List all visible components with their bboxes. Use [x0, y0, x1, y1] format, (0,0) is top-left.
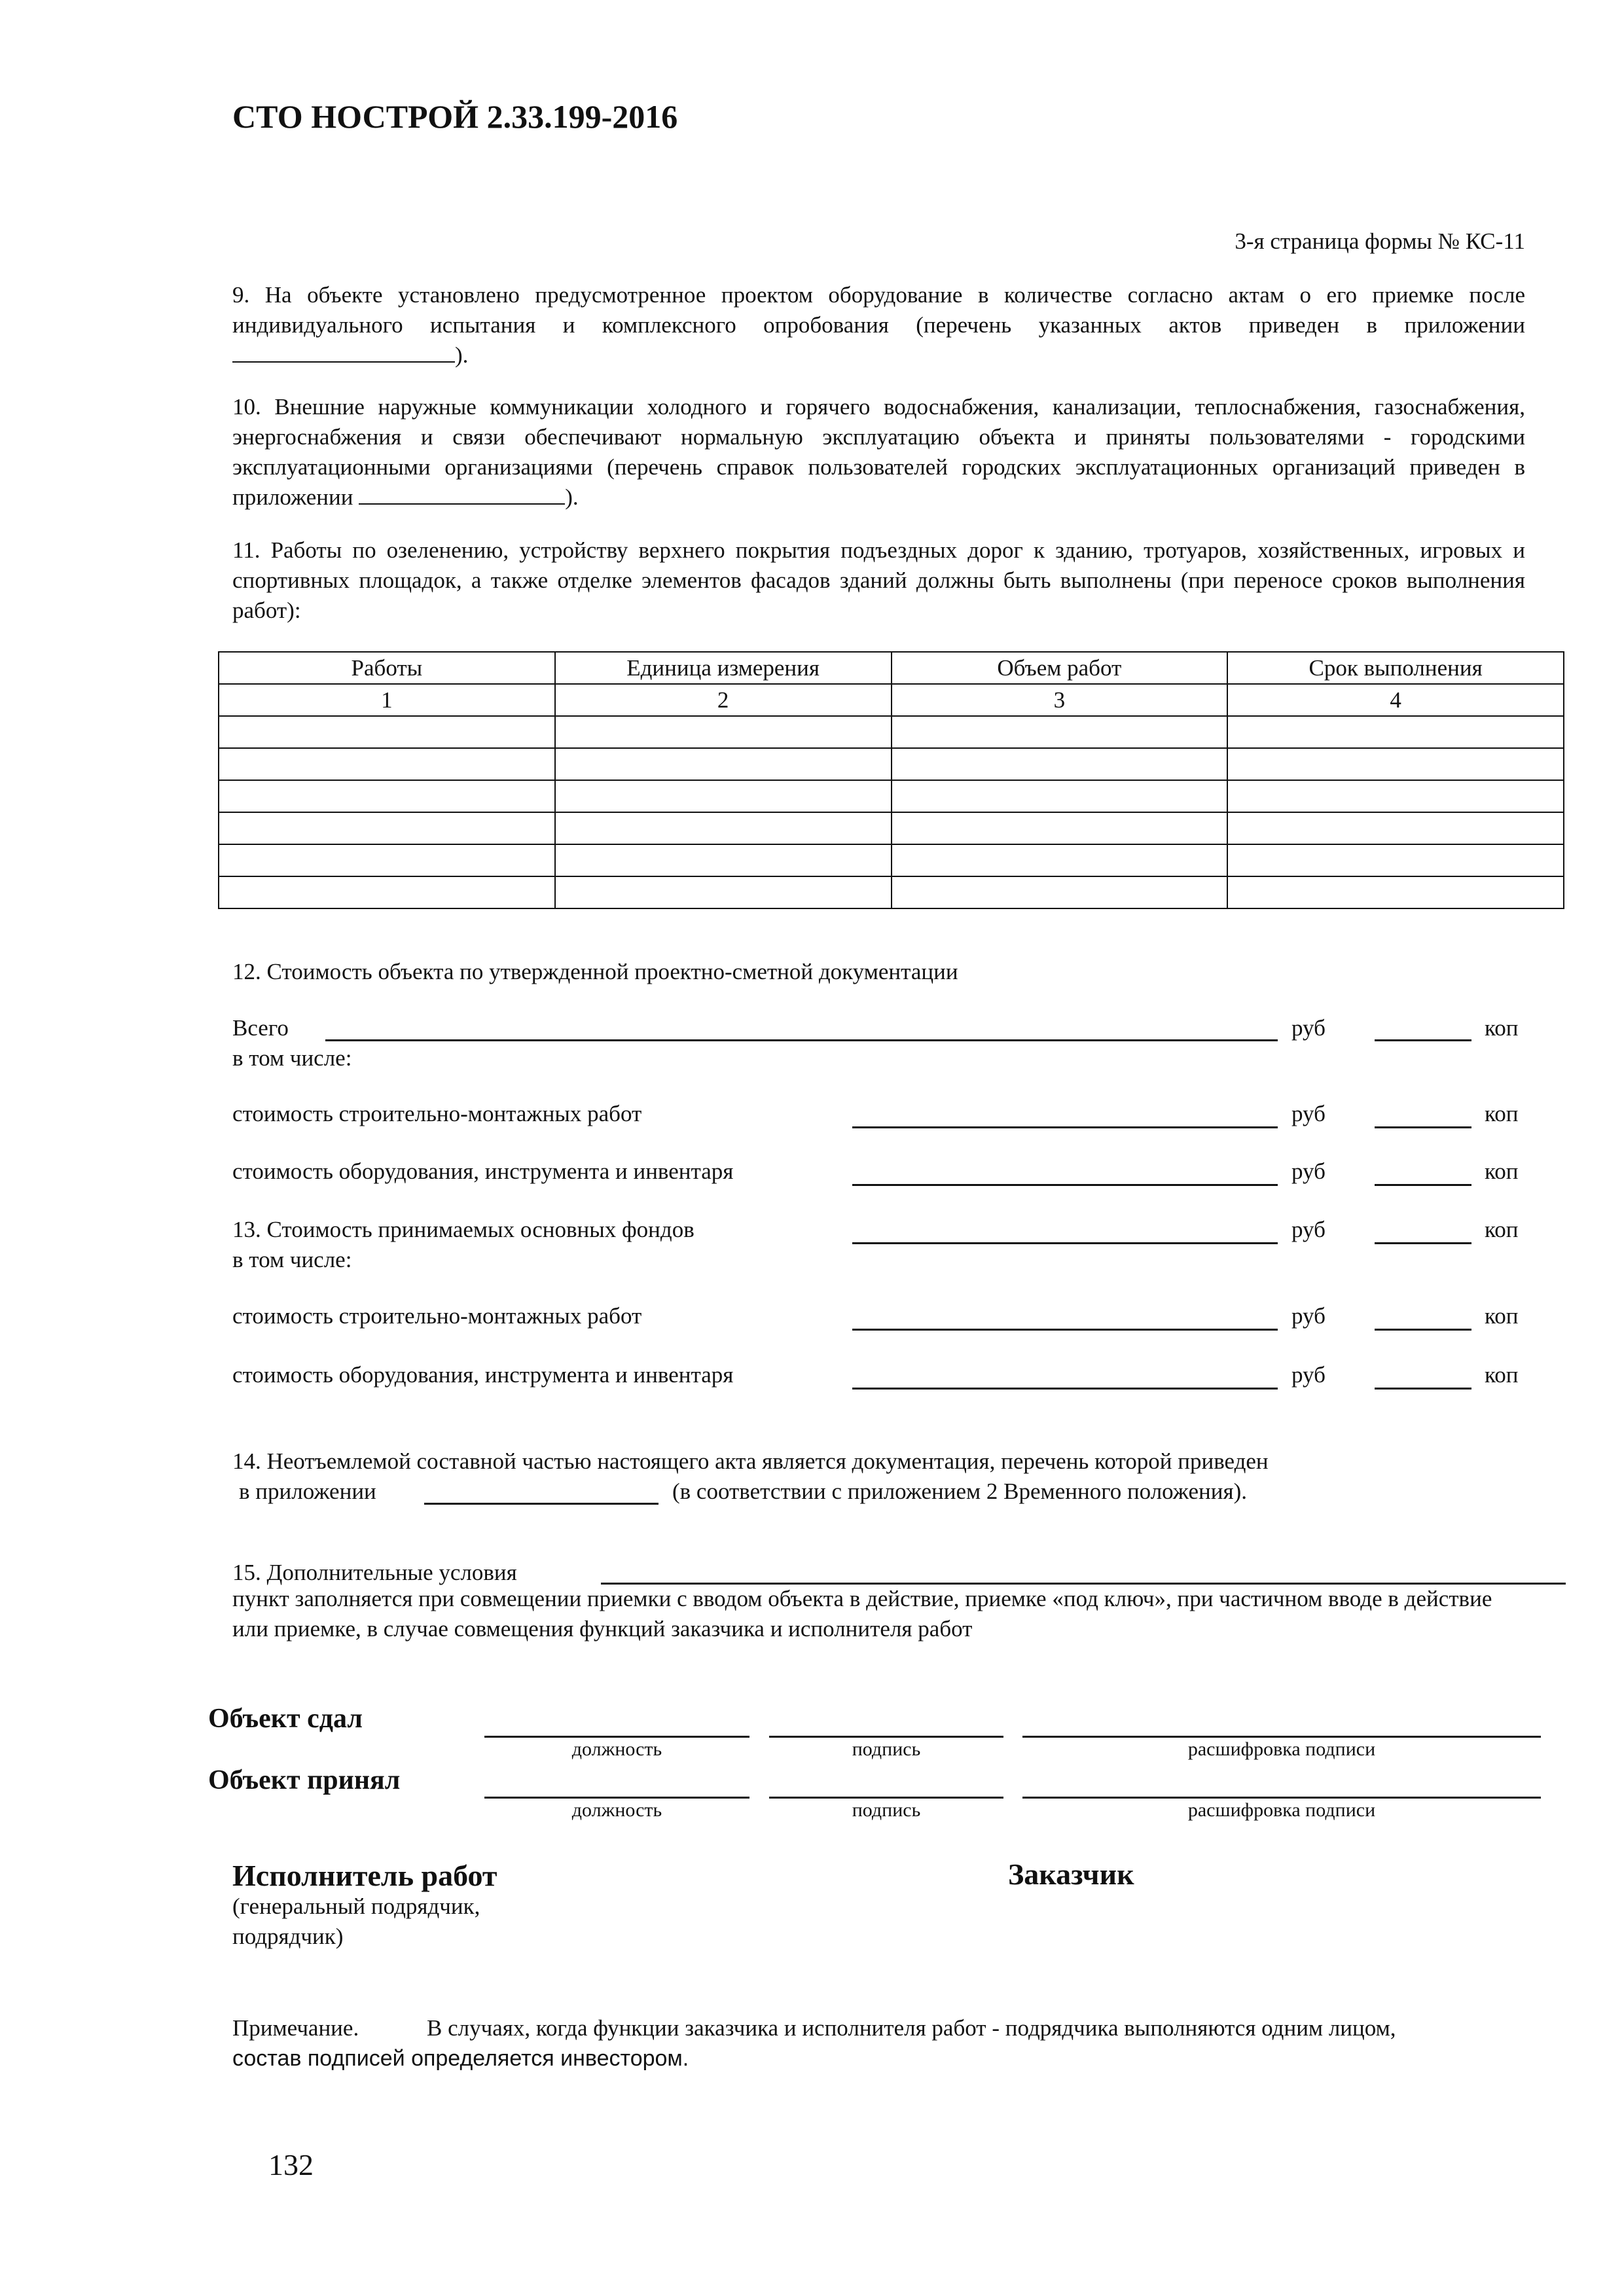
kop-field[interactable] [1375, 1039, 1471, 1041]
table-cell[interactable] [219, 812, 555, 844]
kop-label: коп [1485, 1101, 1519, 1126]
item-9-appendix-field[interactable] [232, 342, 455, 363]
table-cell[interactable] [219, 876, 555, 908]
note-label: Примечание. [232, 2015, 359, 2041]
including-label: в том числе: [232, 1045, 352, 1071]
kop-field[interactable] [1375, 1184, 1471, 1186]
kop-label: коп [1485, 1015, 1519, 1041]
handed-over-signature-field[interactable] [769, 1736, 1003, 1738]
table-cell[interactable] [892, 716, 1228, 748]
table-cell[interactable] [555, 812, 892, 844]
kop-label: коп [1485, 1362, 1519, 1388]
accepted-position-field[interactable] [484, 1797, 749, 1799]
position-caption: должность [571, 1799, 662, 1821]
item-14-tail: (в соответствии с приложением 2 Временного положения). [672, 1479, 1248, 1504]
handed-over-position-field[interactable] [484, 1736, 749, 1738]
decoding-caption: расшифровка подписи [1187, 1738, 1376, 1760]
item-15-label: 15. Дополнительные условия [232, 1560, 517, 1585]
table-number-cell: 4 [1227, 684, 1564, 716]
table-cell[interactable] [219, 780, 555, 812]
item-15-note: пункт заполняется при совмещении приемки с вводом объекта в действие, приемке «под ключ», при частичном вводе в действие или приемке, в случае совмещения функций заказчика и исполнителя работ [232, 1586, 1492, 1641]
table-number-cell: 3 [892, 684, 1228, 716]
form-page-reference: 3-я страница формы № КС-11 [1235, 228, 1525, 254]
table-cell[interactable] [219, 716, 555, 748]
total-cost-field[interactable] [325, 1039, 1278, 1041]
rub-label: руб [1291, 1303, 1326, 1329]
works-table-container [218, 651, 1564, 909]
table-row [219, 844, 1564, 876]
table-row [219, 780, 1564, 812]
table-cell[interactable] [892, 876, 1228, 908]
page-number: 132 [268, 2148, 314, 2181]
customer-heading: Заказчик [1008, 1857, 1134, 1891]
equipment-cost-field[interactable] [852, 1388, 1278, 1390]
table-cell[interactable] [555, 748, 892, 780]
accepted-label: Объект принял [208, 1765, 401, 1795]
item-14-in-appendix: в приложении [239, 1479, 376, 1504]
table-cell[interactable] [219, 748, 555, 780]
table-cell[interactable] [555, 844, 892, 876]
kop-field[interactable] [1375, 1329, 1471, 1331]
table-cell[interactable] [1227, 780, 1564, 812]
table-header-row [219, 652, 1564, 684]
table-cell[interactable] [1227, 716, 1564, 748]
table-cell[interactable] [892, 748, 1228, 780]
rub-label: руб [1291, 1217, 1326, 1242]
item-9-text: 9. На объекте установлено предусмотренное проектом оборудование в количестве согласно актам о его приемке после индивидуального испытания и комплексного опробования (перечень указанных актов приведен в приложении [232, 282, 1525, 338]
item-10-appendix-field[interactable] [359, 484, 565, 505]
kop-field[interactable] [1375, 1388, 1471, 1390]
equipment-cost-field[interactable] [852, 1184, 1278, 1186]
table-cell[interactable] [1227, 844, 1564, 876]
item-13-title: 13. Стоимость принимаемых основных фондов [232, 1217, 695, 1242]
equipment-cost-label: стоимость оборудования, инструмента и инвентаря [232, 1158, 734, 1184]
kop-field[interactable] [1375, 1242, 1471, 1244]
decoding-caption: расшифровка подписи [1187, 1799, 1376, 1821]
handed-over-decoding-field[interactable] [1022, 1736, 1541, 1738]
table-number-cell: 2 [555, 684, 892, 716]
note-text-continued: состав подписей определяется инвестором. [232, 2046, 689, 2071]
table-header-cell: Единица измерения [555, 652, 892, 684]
kop-label: коп [1485, 1158, 1519, 1184]
table-cell[interactable] [892, 780, 1228, 812]
including-label: в том числе: [232, 1247, 352, 1272]
contractor-heading: Исполнитель работ [232, 1859, 497, 1892]
rub-label: руб [1291, 1015, 1326, 1041]
signature-caption: подпись [852, 1738, 921, 1760]
document-code: СТО НОСТРОЙ 2.33.199-2016 [232, 98, 678, 135]
construction-cost-label: стоимость строительно-монтажных работ [232, 1101, 642, 1126]
item-14-appendix-field[interactable] [424, 1503, 659, 1505]
item-11: 11. Работы по озеленению, устройству верхнего покрытия подъездных дорог к зданию, тротуаров, хозяйственных, игровых и спортивных площадок, а также отделке элементов фасадов зданий должны быть выполнены (при переносе сроков выполнения работ): [232, 537, 1525, 623]
item-10-text: 10. Внешние наружные коммуникации холодного и горячего водоснабжения, канализации, теплоснабжения, газоснабжения, энергоснабжения и связи обеспечивают нормальную эксплуатацию объекта и приняты пользователями - городскими эксплуатационными организациями (перечень справок пользователей городских эксплуатационных организаций приведен в приложении [232, 394, 1525, 510]
kop-label: коп [1485, 1217, 1519, 1242]
table-cell[interactable] [555, 876, 892, 908]
table-number-cell: 1 [219, 684, 555, 716]
item-12-title: 12. Стоимость объекта по утвержденной проектно-сметной документации [232, 959, 958, 984]
rub-label: руб [1291, 1362, 1326, 1388]
table-row [219, 748, 1564, 780]
table-cell[interactable] [1227, 812, 1564, 844]
table-row [219, 716, 1564, 748]
table-header-cell: Работы [219, 652, 555, 684]
item-9-tail: ). [455, 342, 469, 368]
item-10 [232, 392, 1525, 512]
construction-cost-field[interactable] [852, 1126, 1278, 1128]
table-cell[interactable] [892, 844, 1228, 876]
table-row [219, 876, 1564, 908]
kop-field[interactable] [1375, 1126, 1471, 1128]
accepted-signature-field[interactable] [769, 1797, 1003, 1799]
total-label: Всего [232, 1015, 289, 1041]
table-cell[interactable] [555, 780, 892, 812]
handed-over-label: Объект сдал [208, 1704, 363, 1734]
table-cell[interactable] [1227, 748, 1564, 780]
equipment-cost-label: стоимость оборудования, инструмента и инвентаря [232, 1362, 734, 1388]
note-text: В случаях, когда функции заказчика и исполнителя работ - подрядчика выполняются одним лицом, [427, 2015, 1396, 2041]
fixed-assets-cost-field[interactable] [852, 1242, 1278, 1244]
construction-cost-field[interactable] [852, 1329, 1278, 1331]
construction-cost-label: стоимость строительно-монтажных работ [232, 1303, 642, 1329]
position-caption: должность [571, 1738, 662, 1760]
table-cell[interactable] [219, 844, 555, 876]
table-header-cell: Объем работ [892, 652, 1228, 684]
table-number-row [219, 684, 1564, 716]
item-9 [232, 280, 1525, 370]
rub-label: руб [1291, 1101, 1326, 1126]
contractor-note: (генеральный подрядчик, подрядчик) [232, 1893, 480, 1949]
table-cell[interactable] [1227, 876, 1564, 908]
table-cell[interactable] [892, 812, 1228, 844]
table-cell[interactable] [555, 716, 892, 748]
works-table [218, 651, 1564, 909]
item-14-line1: 14. Неотъемлемой составной частью настоящего акта является документация, перечень которой приведен [232, 1448, 1269, 1474]
table-row [219, 812, 1564, 844]
table-header-cell: Срок выполнения [1227, 652, 1564, 684]
accepted-decoding-field[interactable] [1022, 1797, 1541, 1799]
rub-label: руб [1291, 1158, 1326, 1184]
signature-caption: подпись [852, 1799, 921, 1821]
item-10-tail: ). [565, 484, 579, 510]
kop-label: коп [1485, 1303, 1519, 1329]
